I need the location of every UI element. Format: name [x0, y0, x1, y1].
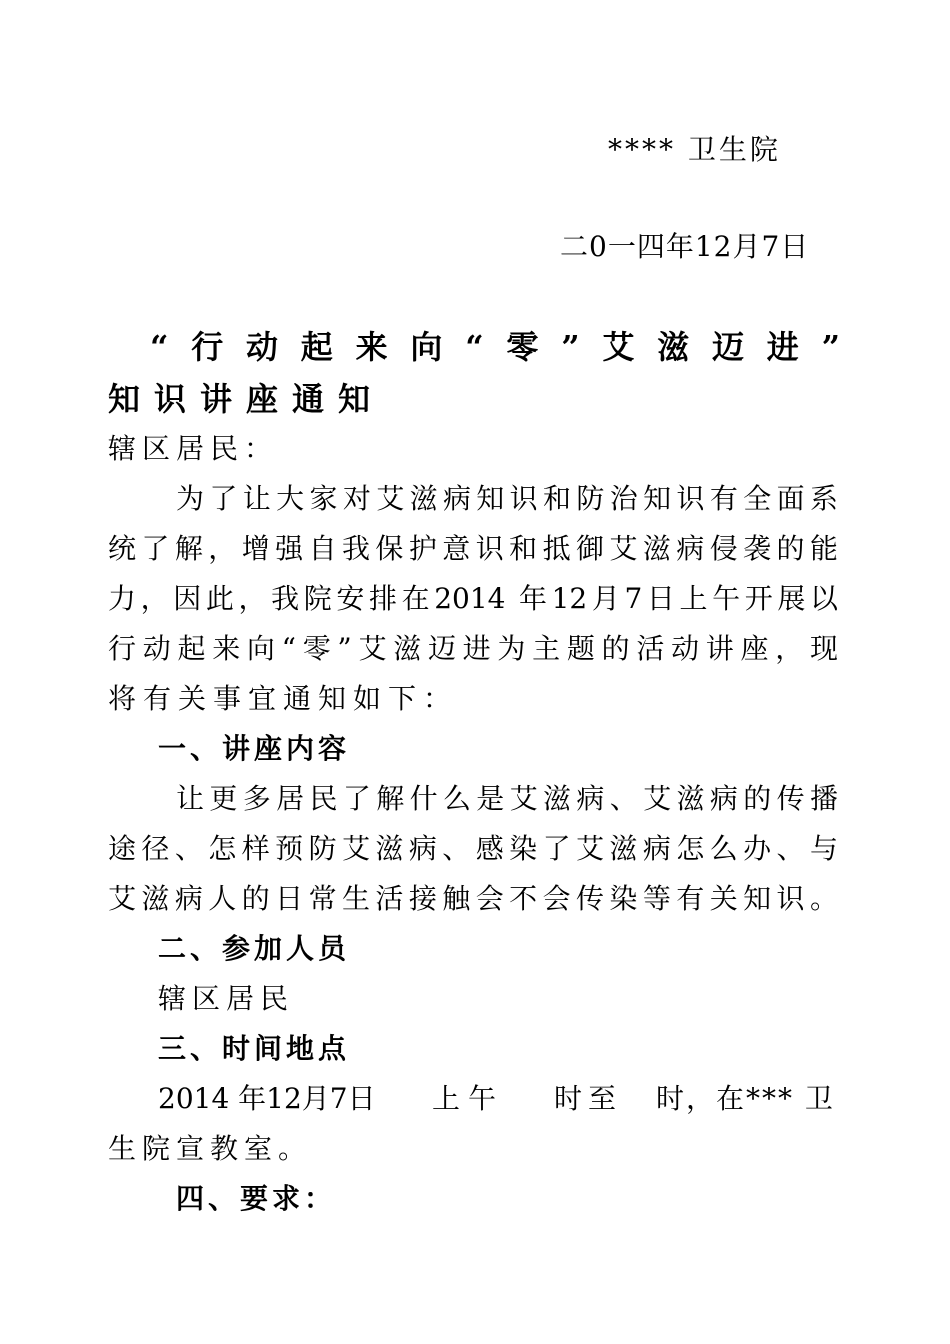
intro-line-2: 统了解，增强自我保护意识和抵御艾滋病侵袭的能 — [108, 532, 838, 565]
section-heading-content: 一、讲座内容 — [158, 732, 351, 765]
time-place-from: 时至 — [554, 1082, 623, 1115]
content-line-1: 让更多居民了解什么是艾滋病、艾滋病的传播 — [176, 782, 838, 815]
salutation: 辖区居民： — [108, 432, 279, 465]
notice-title-line1: “行动起来向“零”艾滋迈进” — [150, 328, 840, 366]
time-place-morning: 上午 — [432, 1082, 505, 1115]
intro-line-4: 行动起来向“零”艾滋迈进为主题的活动讲座，现 — [108, 632, 838, 665]
time-place-to: 时，在*** 卫 — [656, 1082, 835, 1115]
section-heading-time-place: 三、时间地点 — [158, 1032, 351, 1065]
time-place-date: 2014 年12月7日 — [158, 1082, 376, 1115]
participants-text: 辖区居民 — [158, 982, 295, 1015]
notice-date: 二0一四年12月7日 — [560, 230, 810, 263]
intro-line-1: 为了让大家对艾滋病知识和防治知识有全面系 — [176, 482, 838, 515]
intro-line-5: 将有关事宜通知如下： — [108, 682, 459, 715]
content-line-3: 艾滋病人的日常生活接触会不会传染等有关知识。 — [108, 882, 838, 915]
intro-line-3: 力，因此，我院安排在2014 年12月7日上午开展以 — [108, 582, 838, 615]
section-heading-participants: 二、参加人员 — [158, 932, 351, 965]
time-place-location: 生院宣教室。 — [108, 1132, 313, 1165]
notice-title-line2: 知识讲座通知 — [108, 380, 385, 418]
content-line-2: 途径、怎样预防艾滋病、感染了艾滋病怎么办、与 — [108, 832, 838, 865]
org-name: **** 卫生院 — [608, 133, 781, 166]
section-heading-requirements: 四、要求： — [176, 1182, 337, 1215]
